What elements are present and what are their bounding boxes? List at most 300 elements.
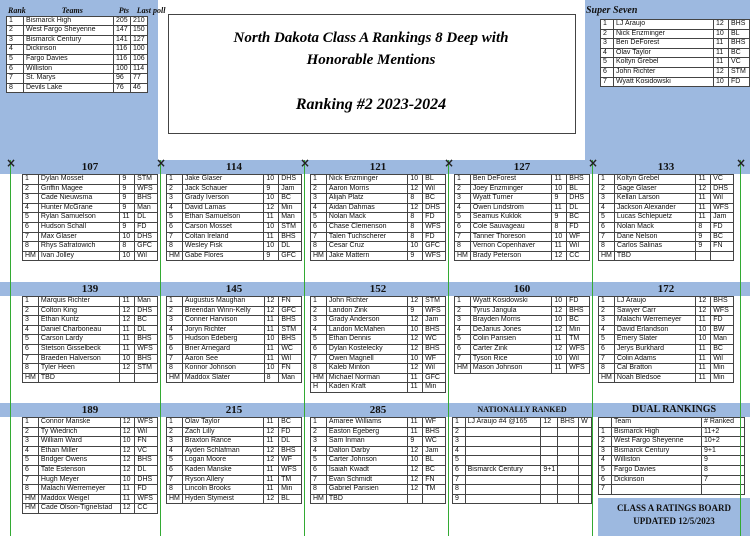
wrestler-name: Gage Glaser [614, 184, 695, 194]
wrestler-school: FD [567, 297, 590, 307]
wrestler-rank: 5 [601, 58, 614, 68]
wrestler-school: Wil [423, 364, 446, 374]
team-name: Bismarck Century [24, 35, 114, 45]
wrestler-school: DL [135, 213, 158, 223]
table-row [453, 456, 592, 466]
wrestler-school: BHS [729, 20, 750, 30]
table-row [455, 213, 590, 223]
wrestler-rank: 2 [599, 184, 615, 194]
table-row [167, 427, 302, 437]
nat-extra [579, 485, 592, 495]
wrestler-grade: 12 [120, 465, 135, 475]
header-last-poll: Last poll [136, 7, 166, 15]
wrestler-rank: HM [599, 251, 615, 261]
dual-team: Dickinson [612, 475, 702, 485]
wrestler-rank: 6 [23, 344, 39, 354]
wrestler-name: Kaden Manske [182, 465, 263, 475]
wrestler-school: VC [729, 58, 750, 68]
wrestler-name: Jerys Burkhard [614, 344, 696, 354]
wrestler-name: DeJarius Jones [470, 325, 551, 335]
table-row [7, 35, 148, 45]
nat-extra [579, 465, 592, 475]
x-marker-icon: × [300, 156, 311, 170]
wrestler-grade: 12 [120, 427, 135, 437]
table-row [455, 297, 590, 307]
wrestler-school: BL [423, 175, 446, 185]
team-name: Dickinson [24, 45, 114, 55]
wrestler-name: LJ Araujo [614, 297, 696, 307]
wrestler-school: DHS [135, 475, 158, 485]
table-row [601, 77, 750, 87]
weight-class-label: 215 [166, 403, 302, 417]
weight-group [310, 403, 446, 504]
wrestler-rank: 5 [311, 213, 327, 223]
header-rank: Rank [8, 7, 26, 15]
nat-grade [541, 446, 558, 456]
table-row [455, 316, 590, 326]
x-marker-icon: × [6, 156, 17, 170]
table-row [167, 251, 302, 261]
weight-class-label: 160 [454, 282, 590, 296]
table-row [7, 83, 148, 93]
wrestler-rank: 5 [23, 213, 39, 223]
dual-count [702, 485, 745, 495]
table-row [167, 316, 302, 326]
wrestler-name: Logan Moore [182, 456, 263, 466]
nat-name [465, 475, 541, 485]
wrestler-school: STM [135, 364, 158, 374]
nationally-ranked-panel [452, 403, 592, 504]
wrestler-grade: 9 [696, 232, 711, 242]
table-row [455, 251, 590, 261]
table-row [23, 184, 158, 194]
wrestler-rank: 1 [167, 297, 183, 307]
dual-team: Bismarck High [612, 427, 702, 437]
table-row [455, 344, 590, 354]
wrestler-name: Alijah Platz [326, 194, 407, 204]
nationally-ranked-title: NATIONALLY RANKED [477, 405, 567, 414]
wrestler-school: WC [423, 437, 446, 447]
table-row [599, 344, 734, 354]
wrestler-name: Ethan Miller [38, 446, 120, 456]
wrestler-school: FN [135, 437, 158, 447]
wrestler-rank: 7 [311, 354, 327, 364]
wrestler-grade: 11 [264, 213, 279, 223]
wrestler-grade: 10 [264, 364, 279, 374]
wrestler-school: BHS [135, 335, 158, 345]
wrestler-school: BC [135, 316, 158, 326]
weight-group [166, 403, 302, 504]
wrestler-school: Wil [567, 242, 590, 252]
wrestler-rank: HM [599, 373, 615, 383]
wrestler-school: BL [423, 456, 446, 466]
nat-grade [541, 427, 558, 437]
wrestler-rank: 1 [23, 418, 39, 428]
table-row [453, 485, 592, 495]
wrestler-rank: 7 [167, 475, 183, 485]
table-row [453, 446, 592, 456]
dual-count: 9+1 [702, 446, 745, 456]
wrestler-grade: 11 [120, 325, 135, 335]
wrestler-grade: 12 [714, 67, 729, 77]
table-row [455, 203, 590, 213]
team-points: 141 [114, 35, 131, 45]
table-row [7, 16, 148, 26]
nat-name [465, 456, 541, 466]
team-points: 96 [114, 74, 131, 84]
wrestler-grade: 12 [714, 20, 729, 30]
wrestler-rank: 5 [167, 335, 183, 345]
wrestler-rank: 5 [23, 335, 39, 345]
wrestler-name: Carter Zink [470, 344, 551, 354]
wrestler-name: Kaden Kraft [326, 383, 407, 393]
wrestler-rank: 2 [311, 427, 327, 437]
wrestler-school: DL [279, 437, 302, 447]
table-row [599, 251, 734, 261]
wrestler-rank: 8 [167, 364, 183, 374]
wrestler-name: Colton King [38, 306, 120, 316]
wrestler-name: Ethan Kuntz [38, 316, 120, 326]
dual-header-ranked: # Ranked [702, 418, 745, 428]
wrestler-rank: 6 [167, 222, 183, 232]
wrestler-school: WFS [567, 364, 590, 374]
wrestler-grade: 12 [264, 306, 279, 316]
wrestler-name: Dylan Kostelecky [326, 344, 407, 354]
weight-class-label: 127 [454, 160, 590, 174]
wrestler-name: Jake Mattern [326, 251, 407, 261]
wrestler-grade: 9 [408, 306, 423, 316]
wrestler-grade: 12 [264, 427, 279, 437]
wrestler-rank: HM [23, 373, 39, 383]
team-points: 76 [114, 83, 131, 93]
table-row [311, 465, 446, 475]
team-last-poll: 150 [131, 26, 148, 36]
table-row [23, 194, 158, 204]
wrestler-name: Malachi Werremeyer [38, 485, 120, 495]
dual-count: 9 [702, 456, 745, 466]
weight-group-table [22, 296, 158, 383]
wrestler-rank: 8 [167, 485, 183, 495]
team-points: 116 [114, 45, 131, 55]
weight-class-label: 189 [22, 403, 158, 417]
wrestler-grade: 11 [120, 494, 135, 504]
weight-group [22, 403, 158, 514]
wrestler-school: CC [135, 504, 158, 514]
table-row [311, 344, 446, 354]
wrestler-rank: 7 [167, 232, 183, 242]
wrestler-name: John Richter [614, 67, 714, 77]
main-title-line2: Honorable Mentions [306, 52, 436, 68]
wrestler-name: Ethan Dennis [326, 335, 407, 345]
nat-extra [579, 427, 592, 437]
dual-rankings-panel [598, 403, 750, 495]
wrestler-grade: 12 [120, 316, 135, 326]
wrestler-name: Rhys Safratowich [38, 242, 119, 252]
wrestler-grade: 11 [696, 364, 711, 374]
wrestler-school: DHS [423, 203, 446, 213]
table-row [311, 251, 446, 261]
nat-name [465, 437, 541, 447]
table-row [599, 485, 745, 495]
wrestler-grade: 9 [696, 242, 711, 252]
wrestler-rank: 7 [23, 354, 39, 364]
wrestler-grade: 10 [264, 335, 279, 345]
wrestler-rank: 4 [167, 325, 183, 335]
wrestler-school: GFC [423, 242, 446, 252]
wrestler-school: Min [567, 325, 590, 335]
table-row [455, 184, 590, 194]
wrestler-rank: HM [23, 504, 39, 514]
wrestler-school: FD [135, 485, 158, 495]
wrestler-grade: 11 [264, 232, 279, 242]
table-row [599, 175, 734, 185]
wrestler-rank: HM [455, 364, 471, 374]
wrestler-school: STM [729, 67, 750, 77]
nat-name [465, 485, 541, 495]
weight-group-table [310, 296, 446, 393]
wrestler-grade: 12 [120, 504, 135, 514]
wrestler-name: Isaiah Kwadt [326, 465, 407, 475]
wrestler-name: Joryn Richter [182, 325, 264, 335]
wrestler-name: Tyrus Jangula [470, 306, 551, 316]
wrestler-name: Koltyn Grebel [614, 175, 695, 185]
wrestler-rank: 6 [23, 222, 39, 232]
wrestler-rank: 8 [311, 242, 327, 252]
wrestler-grade: 12 [120, 418, 135, 428]
wrestler-grade: 12 [552, 344, 567, 354]
wrestler-grade: 12 [552, 325, 567, 335]
wrestler-name: Brady Peterson [470, 251, 552, 261]
wrestler-grade: 10 [714, 77, 729, 87]
dual-team: Williston [612, 456, 702, 466]
wrestler-grade: 11 [696, 203, 711, 213]
wrestler-grade: 12 [408, 446, 423, 456]
wrestler-name: Vernon Copenhaver [470, 242, 552, 252]
wrestler-name: Konnor Johnson [182, 364, 264, 374]
weight-group-table [454, 174, 590, 261]
wrestler-name: Nick Enzminger [614, 29, 714, 39]
wrestler-name: Jake Glaser [182, 175, 263, 185]
weight-group-table [310, 174, 446, 261]
wrestler-rank: 1 [311, 418, 327, 428]
wrestler-name: Kaleb Minton [326, 364, 407, 374]
wrestler-name: Conner Harvison [182, 316, 264, 326]
wrestler-grade: 11 [264, 418, 279, 428]
wrestler-school: STM [423, 297, 446, 307]
team-rank: 2 [7, 26, 24, 36]
wrestler-name: Mason Johnson [470, 364, 551, 374]
wrestler-rank: 7 [601, 77, 614, 87]
wrestler-school: BHS [135, 354, 158, 364]
nat-school [558, 427, 579, 437]
team-points: 116 [114, 54, 131, 64]
wrestler-grade: 10 [264, 222, 279, 232]
ranking-title: Ranking #2 2023-2024 [295, 96, 447, 113]
wrestler-grade: 11 [696, 354, 711, 364]
wrestler-school: BL [567, 184, 590, 194]
wrestler-rank: 7 [455, 232, 471, 242]
weight-group-table [22, 174, 158, 261]
wrestler-grade: 10 [264, 242, 279, 252]
table-row [311, 335, 446, 345]
wrestler-school: TM [423, 485, 446, 495]
wrestler-school: FD [279, 427, 302, 437]
dual-team: Fargo Davies [612, 465, 702, 475]
table-row [7, 45, 148, 55]
table-row [7, 26, 148, 36]
weight-group [598, 160, 734, 261]
wrestler-rank: HM [167, 373, 183, 383]
wrestler-grade: 10 [408, 354, 423, 364]
table-row [167, 232, 302, 242]
wrestler-name: Ty Wiedrich [38, 427, 120, 437]
wrestler-rank: 5 [23, 456, 39, 466]
table-row [23, 456, 158, 466]
table-row [599, 446, 745, 456]
wrestler-school: FN [423, 475, 446, 485]
table-row [311, 222, 446, 232]
table-row [599, 364, 734, 374]
weight-class-label: 121 [310, 160, 446, 174]
wrestler-school: DL [135, 325, 158, 335]
wrestler-grade: 12 [696, 297, 711, 307]
team-last-poll: 114 [131, 64, 148, 74]
wrestler-grade: 8 [696, 222, 711, 232]
wrestler-school: BL [279, 494, 302, 504]
wrestler-name: Aaron Morris [326, 184, 407, 194]
table-row [167, 485, 302, 495]
wrestler-name: Olav Taylor [182, 418, 263, 428]
table-row [599, 297, 734, 307]
footer-line2: UPDATED 12/5/2023 [633, 516, 715, 526]
dual-header-blank [599, 418, 612, 428]
wrestler-school: BHS [135, 194, 158, 204]
wrestler-school: Min [711, 373, 734, 383]
wrestler-school: BL [729, 29, 750, 39]
table-row [311, 383, 446, 393]
wrestler-rank: 8 [455, 242, 471, 252]
table-row [599, 437, 745, 447]
weight-class-label: 133 [598, 160, 734, 174]
wrestler-grade: 10 [696, 325, 711, 335]
table-row [455, 232, 590, 242]
wrestler-name: Braeden Halverson [38, 354, 120, 364]
dual-rankings-title: DUAL RANKINGS [631, 404, 717, 415]
wrestler-name: Wesley Fisk [182, 242, 263, 252]
wrestler-grade: 12 [696, 306, 711, 316]
wrestler-school: VC [135, 446, 158, 456]
wrestler-rank: 1 [23, 297, 39, 307]
wrestler-name: Aaron See [182, 354, 264, 364]
weight-group [166, 282, 302, 383]
wrestler-rank: 3 [167, 194, 183, 204]
wrestler-name: Evan Schmidt [326, 475, 407, 485]
wrestler-name: Wyatt Kosidowski [614, 77, 714, 87]
nat-rank: 5 [453, 456, 466, 466]
nat-rank: 2 [453, 427, 466, 437]
wrestler-grade: 12 [696, 184, 711, 194]
wrestler-grade [696, 251, 711, 261]
wrestler-grade: 11 [714, 39, 729, 49]
wrestler-name: Joey Enzminger [470, 184, 552, 194]
table-row [455, 194, 590, 204]
wrestler-grade: 11 [552, 203, 567, 213]
wrestler-name: Colin Parisien [470, 335, 551, 345]
wrestler-name: Breendan Winn-Kelly [182, 306, 264, 316]
wrestler-grade: 11 [408, 427, 423, 437]
wrestler-rank: 6 [601, 67, 614, 77]
wrestler-grade: 9 [120, 175, 135, 185]
wrestler-grade [120, 373, 135, 383]
wrestler-grade: 9 [552, 194, 567, 204]
wrestler-school: WF [567, 232, 590, 242]
table-row [453, 418, 592, 428]
wrestler-name: Gabriel Parisien [326, 485, 407, 495]
dual-rank: 5 [599, 465, 612, 475]
wrestler-school: BC [729, 48, 750, 58]
dual-team [612, 485, 702, 495]
nat-grade: 9+1 [541, 465, 558, 475]
wrestler-name: Brayden Morris [470, 316, 551, 326]
wrestler-grade: 9 [120, 194, 135, 204]
wrestler-rank: 1 [599, 297, 615, 307]
table-row [311, 175, 446, 185]
team-rank: 1 [7, 16, 24, 26]
team-last-poll: 106 [131, 54, 148, 64]
wrestler-school: BHS [279, 232, 302, 242]
wrestler-rank: 1 [455, 175, 471, 185]
wrestler-grade: 11 [264, 325, 279, 335]
wrestler-grade: 9 [408, 437, 423, 447]
wrestler-school: Min [423, 383, 446, 393]
wrestler-grade: 10 [264, 175, 279, 185]
wrestler-school: FN [711, 242, 734, 252]
wrestler-school: BHS [423, 344, 446, 354]
wrestler-name: Lucas Schlepuetz [614, 213, 695, 223]
dual-header-row [599, 418, 745, 428]
wrestler-name: Ivan Jolley [38, 251, 119, 261]
table-row [23, 232, 158, 242]
table-row [311, 232, 446, 242]
nat-name [465, 427, 541, 437]
wrestler-name: Ethan Samuelson [182, 213, 263, 223]
weight-group-table [166, 174, 302, 261]
dual-rank: 3 [599, 446, 612, 456]
wrestler-rank: 8 [599, 364, 615, 374]
wrestler-grade: 11 [696, 373, 711, 383]
wrestler-rank: HM [455, 251, 471, 261]
team-last-poll: 210 [131, 16, 148, 26]
wrestler-rank: 4 [23, 446, 39, 456]
table-row [599, 306, 734, 316]
wrestler-name: Colin Adams [614, 354, 696, 364]
wrestler-grade: 10 [120, 232, 135, 242]
weight-group-table [166, 417, 302, 504]
wrestler-name: Lincoln Brooks [182, 485, 263, 495]
table-row [23, 203, 158, 213]
wrestler-grade: 12 [408, 184, 423, 194]
wrestler-grade: 10 [714, 29, 729, 39]
table-row [601, 29, 750, 39]
dual-rank: 7 [599, 485, 612, 495]
wrestler-rank: 4 [601, 48, 614, 58]
wrestler-school: WC [279, 344, 302, 354]
wrestler-grade: 10 [120, 437, 135, 447]
wrestler-grade: 10 [552, 232, 567, 242]
wrestler-rank: 3 [599, 316, 615, 326]
wrestler-school: WF [423, 418, 446, 428]
wrestler-school [711, 251, 734, 261]
